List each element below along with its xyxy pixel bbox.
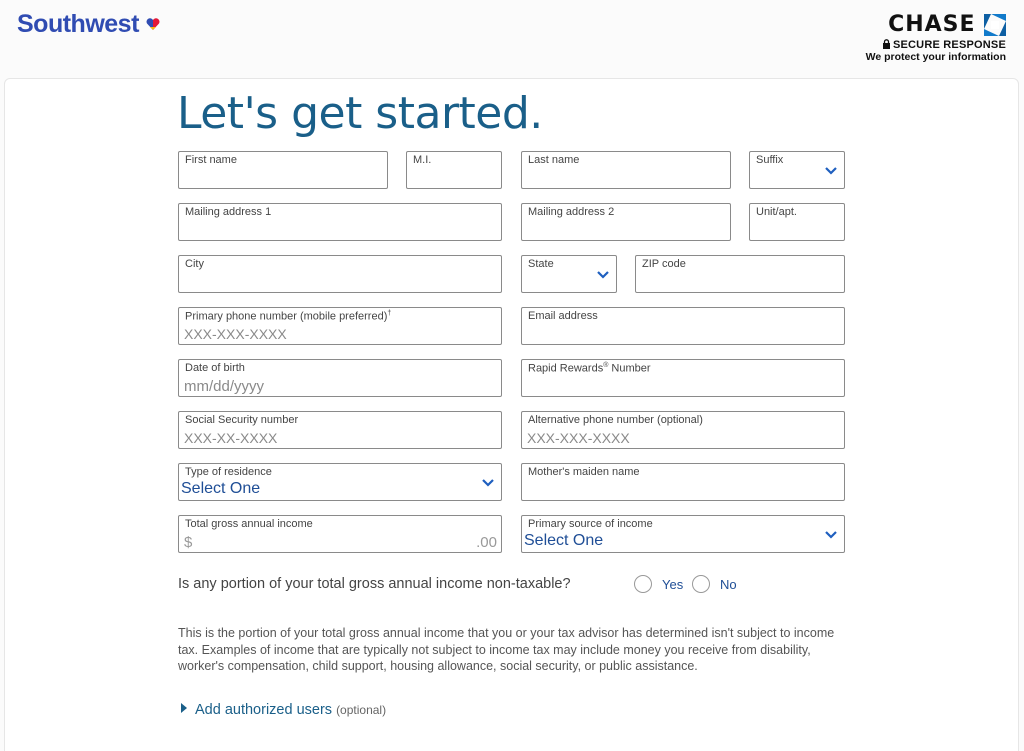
last-name-field[interactable] — [521, 151, 731, 189]
chevron-down-icon — [824, 166, 838, 176]
residence-type-select[interactable] — [178, 463, 502, 501]
lock-icon — [882, 39, 891, 49]
cents-suffix: .00 — [476, 534, 497, 551]
chase-octagon-icon — [984, 14, 1006, 36]
secure-text: SECURE RESPONSE — [892, 39, 1006, 51]
southwest-heart-icon — [146, 17, 160, 31]
gross-income-label: Total gross annual income — [185, 518, 313, 530]
residence-type-label: Type of residence — [185, 466, 272, 478]
ssn-placeholder: XXX-XX-XXXX — [184, 430, 278, 446]
ssn-label: Social Security number — [185, 414, 299, 426]
city-label: City — [185, 258, 204, 270]
page-title: Let's get started. — [177, 88, 543, 139]
date-of-birth-label: Date of birth — [185, 362, 245, 374]
alternative-phone-label: Alternative phone number (optional) — [528, 414, 703, 426]
primary-phone-label — [185, 310, 391, 323]
date-of-birth-placeholder: mm/dd/yyyy — [184, 378, 265, 395]
last-name-label: Last name — [528, 154, 580, 166]
primary-phone-placeholder: XXX-XXX-XXXX — [184, 326, 287, 342]
mailing-address-1-field[interactable] — [178, 203, 502, 241]
yes-radio[interactable] — [634, 575, 652, 593]
mothers-maiden-name-field[interactable] — [521, 463, 845, 501]
state-select[interactable] — [521, 255, 617, 293]
middle-initial-label: M.I. — [413, 154, 432, 166]
email-label: Email address — [528, 310, 598, 322]
alternative-phone-placeholder: XXX-XXX-XXXX — [527, 430, 630, 446]
email-field[interactable] — [521, 307, 845, 345]
income-source-label: Primary source of income — [528, 518, 653, 530]
suffix-select[interactable] — [749, 151, 845, 189]
first-name-label: First name — [185, 154, 237, 166]
middle-initial-field[interactable] — [406, 151, 502, 189]
chase-branding — [866, 12, 1006, 63]
mailing-address-2-label: Mailing address 2 — [528, 206, 615, 218]
mothers-maiden-name-label: Mother's maiden name — [528, 466, 640, 478]
yes-label[interactable]: Yes — [662, 577, 684, 592]
alternative-phone-field[interactable] — [521, 411, 845, 449]
unit-apt-field[interactable] — [749, 203, 845, 241]
primary-phone-label-text: Primary phone number (mobile preferred) — [185, 310, 388, 323]
dagger-mark: † — [387, 310, 392, 317]
zip-code-field[interactable] — [635, 255, 845, 293]
ssn-field[interactable] — [178, 411, 502, 449]
no-label[interactable]: No — [720, 577, 737, 592]
dollar-prefix: $ — [184, 534, 193, 551]
city-field[interactable] — [178, 255, 502, 293]
income-source-value: Select One — [524, 532, 604, 549]
registered-mark: ® — [603, 362, 609, 369]
nontaxable-question: Is any portion of your total gross annual income non-taxable? — [178, 576, 571, 592]
chase-logo: CHASE — [888, 12, 976, 37]
mailing-address-2-field[interactable] — [521, 203, 731, 241]
rapid-rewards-label — [528, 362, 651, 375]
rapid-rewards-field[interactable] — [521, 359, 845, 397]
date-of-birth-field[interactable] — [178, 359, 502, 397]
nontaxable-help-text: This is the portion of your total gross annual income that you or your tax advisor has determined isn't subject to income tax. Examples of income that are typically not subject to income tax may include money you receive from disability, worker's compensation, child support, housing allowance, social security, or public assistance. — [178, 626, 835, 673]
optional-note: (optional) — [336, 703, 387, 717]
top-bar — [0, 0, 1024, 78]
protect-text: We protect your information — [865, 51, 1006, 63]
income-source-select[interactable] — [521, 515, 845, 553]
rapid-rewards-label-text: Rapid Rewards — [528, 362, 604, 375]
zip-code-label: ZIP code — [642, 258, 686, 270]
unit-apt-label: Unit/apt. — [756, 206, 797, 218]
secure-response — [866, 39, 1006, 51]
rapid-rewards-label-tail: Number — [608, 362, 651, 375]
chevron-down-icon — [481, 478, 495, 488]
expand-triangle-icon — [181, 703, 187, 713]
mailing-address-1-label: Mailing address 1 — [185, 206, 272, 218]
state-label: State — [528, 258, 554, 270]
residence-type-value: Select One — [181, 480, 261, 497]
southwest-logo[interactable]: Southwest — [17, 10, 139, 38]
suffix-label: Suffix — [756, 154, 784, 166]
add-authorized-users-label: Add authorized users — [195, 702, 333, 718]
gross-income-field[interactable] — [178, 515, 502, 553]
chevron-down-icon — [596, 270, 610, 280]
no-radio[interactable] — [692, 575, 710, 593]
chevron-down-icon — [824, 530, 838, 540]
add-authorized-users-link[interactable] — [181, 702, 386, 718]
first-name-field[interactable] — [178, 151, 388, 189]
primary-phone-field[interactable] — [178, 307, 502, 345]
